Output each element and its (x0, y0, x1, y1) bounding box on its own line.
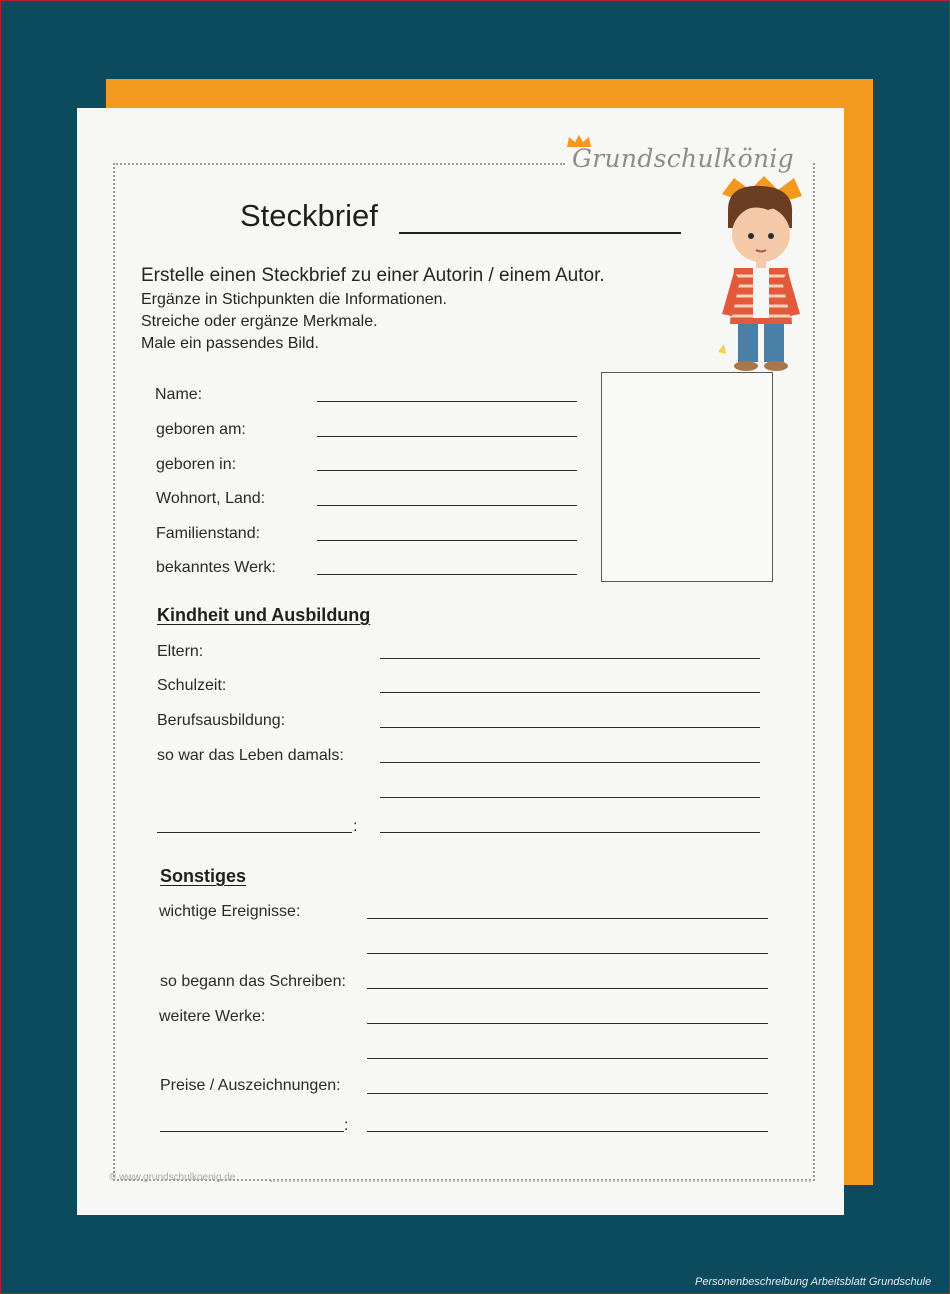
name-line[interactable] (317, 401, 577, 402)
marital-status-line[interactable] (317, 540, 577, 541)
custom-label-line-1[interactable] (157, 832, 352, 833)
training-line[interactable] (380, 727, 760, 728)
other-heading: Sonstiges (160, 866, 247, 886)
instruction-line-1: Erstelle einen Steckbrief zu einer Autorin / einem Autor. (141, 265, 605, 286)
known-work-label: bekanntes Werk: (156, 559, 276, 576)
title-answer-line[interactable] (399, 232, 681, 234)
residence-label: Wohnort, Land: (156, 490, 266, 507)
custom-answer-line-1[interactable] (380, 832, 760, 833)
brand-logo: Grundschulkönig (572, 144, 794, 173)
instruction-line-2: Ergänze in Stichpunkten die Informationen. (141, 291, 447, 308)
school-line[interactable] (380, 692, 760, 693)
events-line-1[interactable] (367, 918, 768, 919)
image-caption: Personenbeschreibung Arbeitsblatt Grundschule (695, 1276, 932, 1288)
birthdate-line[interactable] (317, 436, 577, 437)
instruction-line-4: Male ein passendes Bild. (141, 335, 319, 352)
custom-colon-1: : (353, 818, 358, 835)
writing-start-label: so begann das Schreiben: (160, 973, 346, 990)
parents-label: Eltern: (157, 643, 204, 660)
events-line-2[interactable] (367, 953, 768, 954)
custom-colon-2: : (344, 1117, 349, 1134)
birthplace-label: geboren in: (156, 456, 237, 473)
training-label: Berufsausbildung: (157, 712, 286, 729)
school-label: Schulzeit: (157, 677, 227, 694)
boy-with-crown-illustration (712, 176, 812, 372)
known-work-line[interactable] (317, 574, 577, 575)
awards-line[interactable] (367, 1093, 768, 1094)
awards-label: Preise / Auszeichnungen: (160, 1077, 341, 1094)
life-then-label: so war das Leben damals: (157, 747, 344, 764)
birthplace-line[interactable] (317, 470, 577, 471)
life-then-line-1[interactable] (380, 762, 760, 763)
website-credit: © www.grundschulkoenig.de (109, 1172, 236, 1183)
marital-status-label: Familienstand: (156, 525, 261, 542)
birthdate-label: geboren am: (156, 421, 246, 438)
custom-label-line-2[interactable] (160, 1131, 344, 1132)
other-works-line-1[interactable] (367, 1023, 768, 1024)
custom-answer-line-2[interactable] (367, 1131, 768, 1132)
footer-dotted-line (270, 1180, 811, 1182)
other-works-label: weitere Werke: (159, 1008, 266, 1025)
name-label: Name: (155, 386, 203, 403)
writing-start-line[interactable] (367, 988, 768, 989)
childhood-heading: Kindheit und Ausbildung (157, 605, 371, 625)
drawing-box[interactable] (601, 372, 773, 582)
residence-line[interactable] (317, 505, 577, 506)
other-works-line-2[interactable] (367, 1058, 768, 1059)
page-title: Steckbrief (240, 198, 378, 233)
parents-line[interactable] (380, 658, 760, 659)
events-label: wichtige Ereignisse: (159, 903, 301, 920)
instruction-line-3: Streiche oder ergänze Merkmale. (141, 313, 378, 330)
life-then-line-2[interactable] (380, 797, 760, 798)
